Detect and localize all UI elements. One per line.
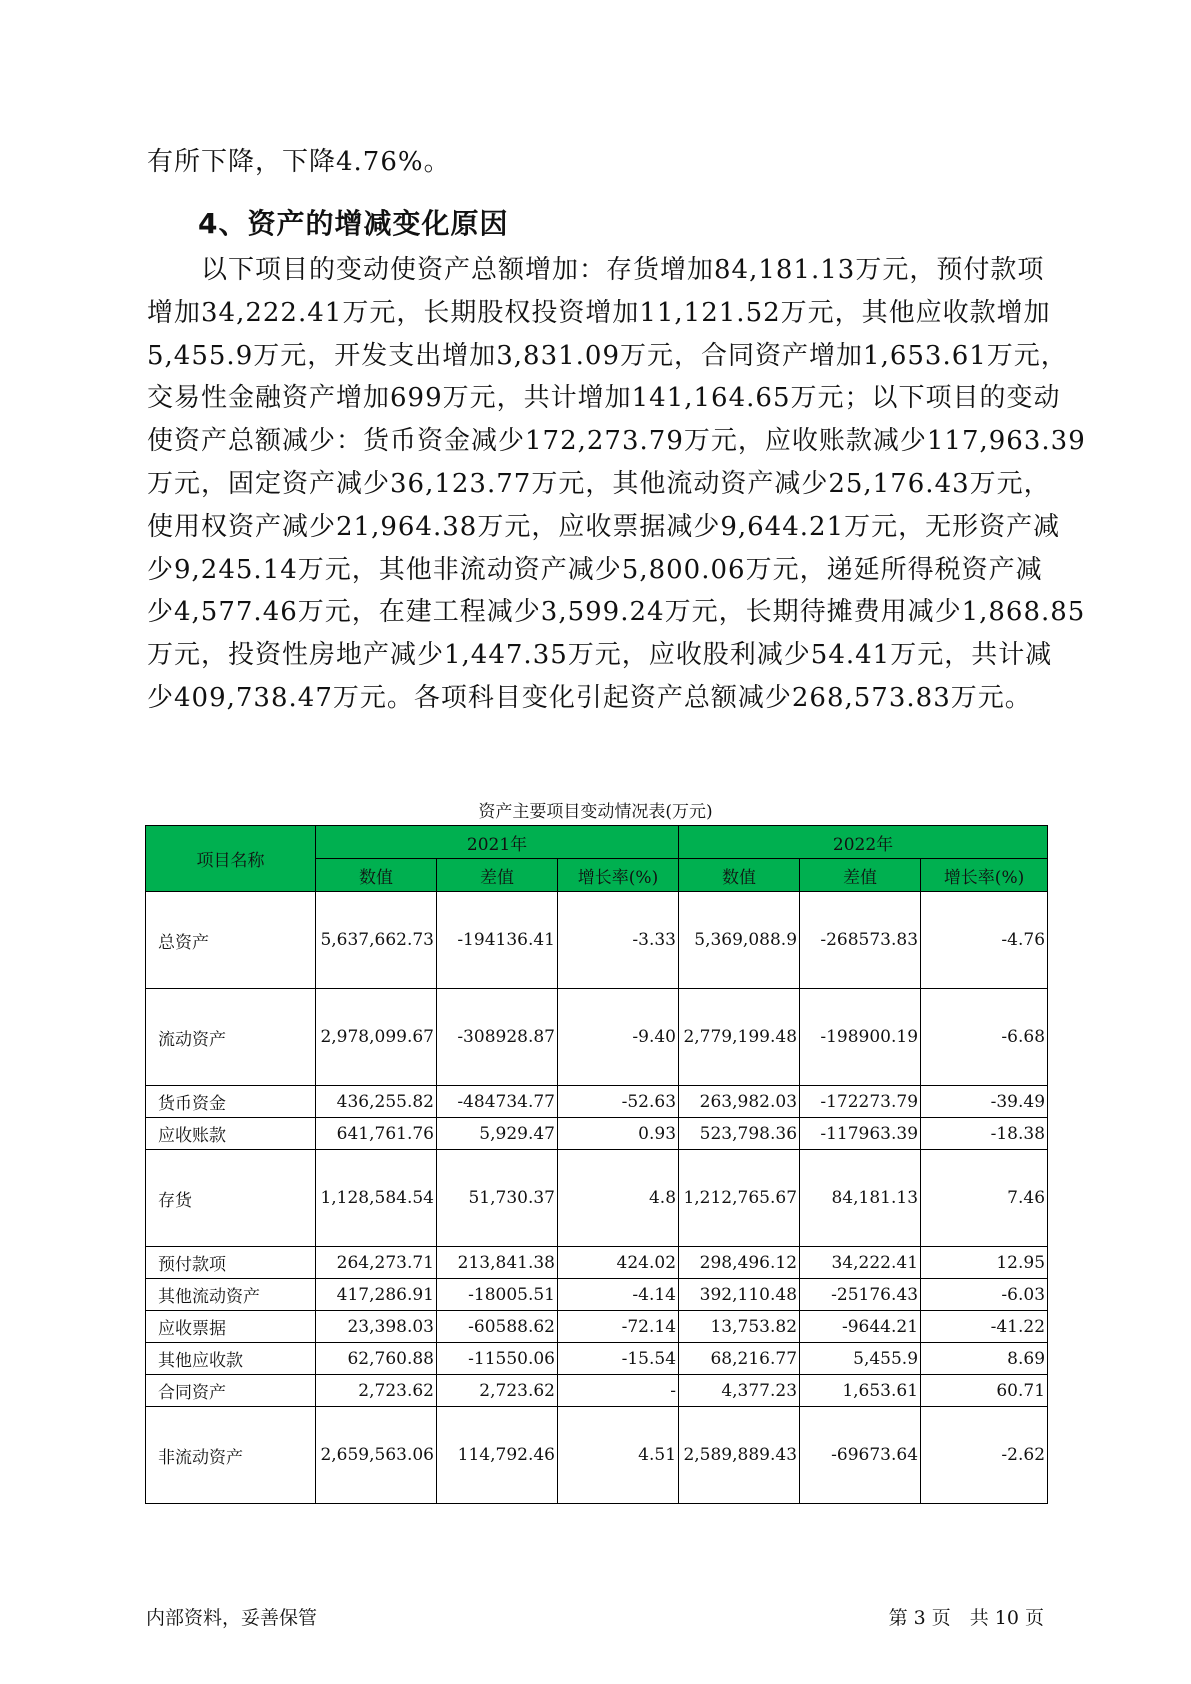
row-value-cell: -2.62 [921, 1407, 1048, 1504]
row-item-name: 其他应收款 [146, 1343, 316, 1375]
body-line: 增加34,222.41万元，长期股权投资增加11,121.52万元，其他应收款增加 [147, 297, 1051, 328]
row-value-cell: 84,181.13 [800, 1150, 921, 1247]
row-value-cell: 5,369,088.9 [679, 892, 800, 989]
row-item-name: 应收票据 [146, 1311, 316, 1343]
table-row [146, 989, 1048, 1086]
sub-header-cell: 差值 [437, 859, 558, 892]
sub-header-cell: 增长率(%) [558, 859, 679, 892]
row-value-cell: 5,929.47 [437, 1118, 558, 1150]
row-item-name: 非流动资产 [146, 1407, 316, 1504]
row-value-cell: 60.71 [921, 1375, 1048, 1407]
row-value-cell: 34,222.41 [800, 1247, 921, 1279]
table-row [146, 1150, 1048, 1247]
row-value-cell: 68,216.77 [679, 1343, 800, 1375]
row-value-cell: -172273.79 [800, 1086, 921, 1118]
row-item-name: 流动资产 [146, 989, 316, 1086]
sub-header-cell: 数值 [316, 859, 437, 892]
item-name-header: 项目名称 [146, 826, 316, 892]
row-value-cell: 7.46 [921, 1150, 1048, 1247]
row-value-cell: 12.95 [921, 1247, 1048, 1279]
row-value-cell: -52.63 [558, 1086, 679, 1118]
row-value-cell: -194136.41 [437, 892, 558, 989]
body-line: 少9,245.14万元，其他非流动资产减少5,800.06万元，递延所得税资产减 [147, 554, 1043, 585]
row-item-name: 其他流动资产 [146, 1279, 316, 1311]
row-value-cell: 523,798.36 [679, 1118, 800, 1150]
row-value-cell: -72.14 [558, 1311, 679, 1343]
row-value-cell: 1,653.61 [800, 1375, 921, 1407]
body-line: 少4,577.46万元，在建工程减少3,599.24万元，长期待摊费用减少1,868.85 [147, 597, 1086, 628]
row-value-cell: 0.93 [558, 1118, 679, 1150]
row-value-cell: -117963.39 [800, 1118, 921, 1150]
table-caption: 资产主要项目变动情况表(万元) [478, 802, 713, 822]
row-value-cell: 641,761.76 [316, 1118, 437, 1150]
body-line: 万元，投资性房地产减少1,447.35万元，应收股利减少54.41万元，共计减 [147, 640, 1053, 671]
body-line: 以下项目的变动使资产总额增加：存货增加84,181.13万元，预付款项 [147, 255, 1045, 285]
row-item-name: 合同资产 [146, 1375, 316, 1407]
table-row [146, 1343, 1048, 1375]
row-value-cell: -268573.83 [800, 892, 921, 989]
row-value-cell: 114,792.46 [437, 1407, 558, 1504]
row-value-cell: 23,398.03 [316, 1311, 437, 1343]
row-item-name: 存货 [146, 1150, 316, 1247]
sub-header-cell: 差值 [800, 859, 921, 892]
table-row [146, 1086, 1048, 1118]
row-value-cell: 298,496.12 [679, 1247, 800, 1279]
row-value-cell: -4.14 [558, 1279, 679, 1311]
row-value-cell: 5,637,662.73 [316, 892, 437, 989]
row-value-cell: -11550.06 [437, 1343, 558, 1375]
row-value-cell: 2,723.62 [316, 1375, 437, 1407]
year-2022-header: 2022年 [679, 826, 1048, 859]
body-line: 万元，固定资产减少36,123.77万元，其他流动资产减少25,176.43万元， [147, 469, 1051, 499]
row-value-cell: 2,659,563.06 [316, 1407, 437, 1504]
table-row [146, 1407, 1048, 1504]
row-value-cell: -39.49 [921, 1086, 1048, 1118]
table-row [146, 1118, 1048, 1150]
row-value-cell: 2,779,199.48 [679, 989, 800, 1086]
row-value-cell: 62,760.88 [316, 1343, 437, 1375]
row-value-cell: -9644.21 [800, 1311, 921, 1343]
footer-page-number: 第 3 页 共 10 页 [888, 1607, 1044, 1629]
row-value-cell: 424.02 [558, 1247, 679, 1279]
row-value-cell: 392,110.48 [679, 1279, 800, 1311]
row-value-cell: - [558, 1375, 679, 1407]
year-2021-header: 2021年 [316, 826, 679, 859]
row-value-cell: -9.40 [558, 989, 679, 1086]
row-value-cell: 1,128,584.54 [316, 1150, 437, 1247]
row-value-cell: -484734.77 [437, 1086, 558, 1118]
sub-header-cell: 数值 [679, 859, 800, 892]
row-item-name: 预付款项 [146, 1247, 316, 1279]
row-value-cell: 51,730.37 [437, 1150, 558, 1247]
row-value-cell: 2,589,889.43 [679, 1407, 800, 1504]
row-item-name: 应收账款 [146, 1118, 316, 1150]
table-row [146, 1375, 1048, 1407]
row-value-cell: -198900.19 [800, 989, 921, 1086]
row-value-cell: 417,286.91 [316, 1279, 437, 1311]
row-value-cell: 2,723.62 [437, 1375, 558, 1407]
row-value-cell: 2,978,099.67 [316, 989, 437, 1086]
row-value-cell: -6.68 [921, 989, 1048, 1086]
table-row [146, 1247, 1048, 1279]
row-value-cell: 1,212,765.67 [679, 1150, 800, 1247]
row-value-cell: 264,273.71 [316, 1247, 437, 1279]
row-value-cell: -69673.64 [800, 1407, 921, 1504]
body-line: 5,455.9万元，开发支出增加3,831.09万元，合同资产增加1,653.61万元， [147, 340, 1068, 371]
paragraph-end-line: 有所下降，下降4.76%。 [147, 147, 451, 177]
row-value-cell: 13,753.82 [679, 1311, 800, 1343]
row-value-cell: -4.76 [921, 892, 1048, 989]
row-value-cell: -18.38 [921, 1118, 1048, 1150]
row-value-cell: 4,377.23 [679, 1375, 800, 1407]
section-heading: 4、资产的增减变化原因 [198, 207, 509, 240]
row-value-cell: 4.8 [558, 1150, 679, 1247]
body-line: 使用权资产减少21,964.38万元，应收票据减少9,644.21万元，无形资产减 [147, 511, 1061, 542]
table-row [146, 892, 1048, 989]
sub-header-cell: 增长率(%) [921, 859, 1048, 892]
row-value-cell: -6.03 [921, 1279, 1048, 1311]
body-line: 交易性金融资产增加699万元，共计增加141,164.65万元；以下项目的变动 [147, 383, 1061, 414]
row-value-cell: -41.22 [921, 1311, 1048, 1343]
row-value-cell: -15.54 [558, 1343, 679, 1375]
row-item-name: 总资产 [146, 892, 316, 989]
table-row [146, 1279, 1048, 1311]
row-value-cell: -18005.51 [437, 1279, 558, 1311]
row-value-cell: 8.69 [921, 1343, 1048, 1375]
row-value-cell: -308928.87 [437, 989, 558, 1086]
row-value-cell: 436,255.82 [316, 1086, 437, 1118]
table-body [146, 892, 1048, 1504]
row-value-cell: 5,455.9 [800, 1343, 921, 1375]
asset-change-table [145, 825, 1048, 1504]
body-line: 使资产总额减少：货币资金减少172,273.79万元，应收账款减少117,963.39 [147, 426, 1086, 457]
row-value-cell: 263,982.03 [679, 1086, 800, 1118]
footer-confidential-note: 内部资料，妥善保管 [146, 1607, 318, 1629]
row-value-cell: -60588.62 [437, 1311, 558, 1343]
row-value-cell: -25176.43 [800, 1279, 921, 1311]
row-item-name: 货币资金 [146, 1086, 316, 1118]
body-line: 少409,738.47万元。各项科目变化引起资产总额减少268,573.83万元。 [147, 683, 1032, 713]
row-value-cell: -3.33 [558, 892, 679, 989]
row-value-cell: 213,841.38 [437, 1247, 558, 1279]
table-row [146, 1311, 1048, 1343]
row-value-cell: 4.51 [558, 1407, 679, 1504]
